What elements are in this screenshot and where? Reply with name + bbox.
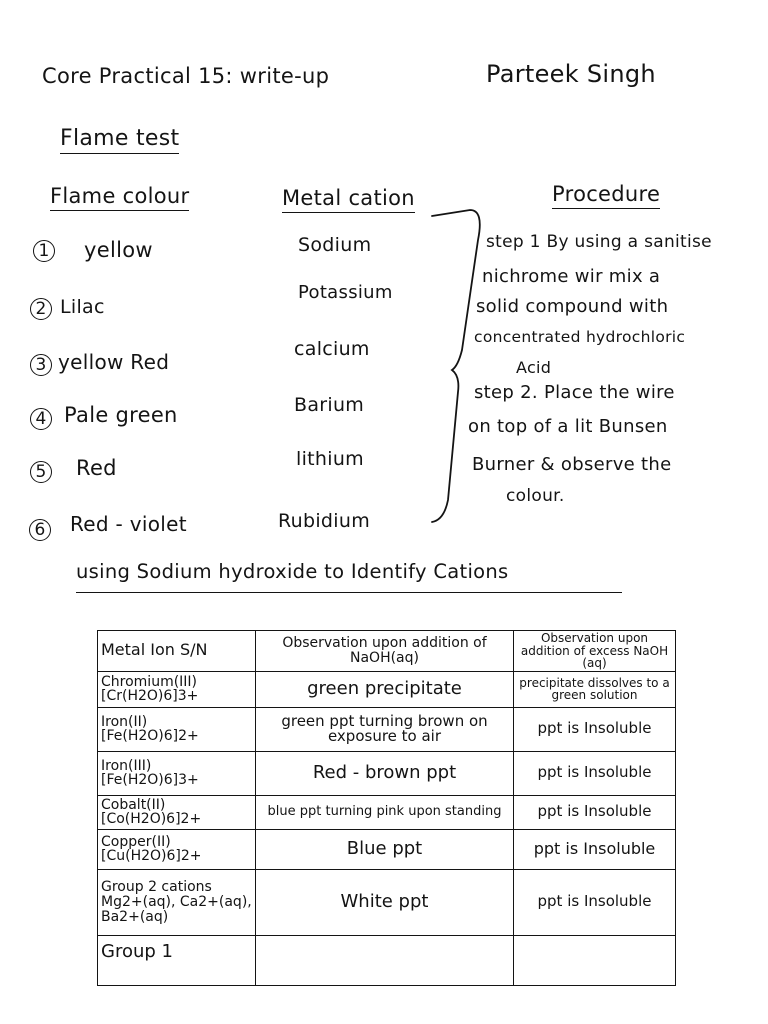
- excess-observation: [514, 935, 676, 985]
- table-header-excess: Observation upon addition of excess NaOH (aq): [514, 631, 676, 672]
- flame-colour-heading: Flame colour: [50, 186, 189, 211]
- table-header-ion: Metal Ion S/N: [98, 631, 256, 672]
- flame-test-heading: Flame test: [60, 128, 179, 154]
- naoh-observation: Red - brown ppt: [256, 751, 514, 795]
- ion-formula: [Cu(H2O)6]2+: [101, 848, 202, 865]
- metal-cation-2: Potassium: [298, 282, 393, 303]
- page-title: Core Practical 15: write-up: [42, 64, 330, 88]
- ion-formula: [Co(H2O)6]2+: [101, 811, 202, 828]
- ion-formula: Mg2+(aq), Ca2+(aq), Ba2+(aq): [101, 893, 252, 925]
- row-number-4: 4: [30, 408, 52, 430]
- flame-colour-5: Red: [76, 456, 117, 480]
- naoh-observation: green ppt turning brown on exposure to air: [256, 707, 514, 751]
- naoh-observation: Blue ppt: [256, 829, 514, 869]
- row-number-1: 1: [33, 240, 55, 262]
- excess-observation: precipitate dissolves to a green solution: [514, 671, 676, 707]
- procedure-line-3: solid compound with: [476, 296, 669, 317]
- metal-cation-5: lithium: [296, 448, 364, 470]
- procedure-line-1: step 1 By using a sanitise: [486, 232, 712, 252]
- row-number-6: 6: [29, 519, 51, 541]
- ion-formula: [Cr(H2O)6]3+: [101, 688, 199, 705]
- naoh-observation: White ppt: [256, 869, 514, 935]
- ion-name: Group 1: [101, 940, 173, 962]
- ion-name: Group 2 cations: [101, 879, 212, 896]
- flame-colour-3: yellow Red: [58, 350, 170, 374]
- row-number-3: 3: [30, 354, 52, 376]
- ion-name: Copper(II): [101, 833, 171, 850]
- row-number-2: 2: [30, 298, 52, 320]
- excess-observation: ppt is Insoluble: [514, 795, 676, 829]
- flame-colour-1: yellow: [84, 238, 153, 262]
- flame-colour-2: Lilac: [60, 296, 105, 318]
- procedure-line-4: concentrated hydrochloric: [474, 328, 686, 346]
- metal-cation-4: Barium: [294, 394, 365, 416]
- excess-observation: ppt is Insoluble: [514, 829, 676, 869]
- procedure-line-9: colour.: [506, 486, 565, 506]
- flame-colour-6: Red - violet: [70, 512, 187, 536]
- flame-colour-4: Pale green: [64, 403, 178, 427]
- procedure-line-6: step 2. Place the wire: [474, 382, 675, 403]
- ion-formula: [Fe(H2O)6]3+: [101, 772, 199, 789]
- metal-cation-1: Sodium: [298, 234, 372, 256]
- table-row: [98, 751, 676, 795]
- excess-observation: ppt is Insoluble: [514, 869, 676, 935]
- excess-observation: ppt is Insoluble: [514, 707, 676, 751]
- table-row: [98, 795, 676, 829]
- metal-cation-heading: Metal cation: [282, 188, 415, 213]
- excess-observation: ppt is Insoluble: [514, 751, 676, 795]
- ion-formula: [Fe(H2O)6]2+: [101, 728, 199, 745]
- ion-name: Iron(III): [101, 757, 152, 774]
- naoh-observation: green precipitate: [256, 671, 514, 707]
- table-row: [98, 935, 676, 985]
- metal-cation-3: calcium: [294, 338, 370, 360]
- naoh-observation: blue ppt turning pink upon standing: [256, 795, 514, 829]
- row-number-5: 5: [30, 461, 52, 483]
- table-row: [98, 869, 676, 935]
- table-header-naoh: Observation upon addition of NaOH(aq): [256, 631, 514, 672]
- metal-cation-6: Rubidium: [278, 510, 371, 532]
- table-row: [98, 707, 676, 751]
- naoh-observation-table: [97, 630, 676, 986]
- table-row: [98, 829, 676, 869]
- ion-name: Chromium(III): [101, 673, 198, 690]
- author-name: Parteek Singh: [486, 60, 656, 88]
- procedure-line-7: on top of a lit Bunsen: [468, 416, 668, 437]
- procedure-line-5: Acid: [516, 358, 552, 377]
- table-row: [98, 671, 676, 707]
- procedure-heading: Procedure: [552, 184, 660, 209]
- ion-name: Iron(II): [101, 713, 148, 730]
- naoh-section-heading: using Sodium hydroxide to Identify Cations: [76, 562, 622, 593]
- procedure-line-8: Burner & observe the: [472, 454, 672, 475]
- ion-name: Cobalt(II): [101, 796, 166, 813]
- naoh-observation: [256, 935, 514, 985]
- procedure-line-2: nichrome wir mix a: [482, 266, 661, 287]
